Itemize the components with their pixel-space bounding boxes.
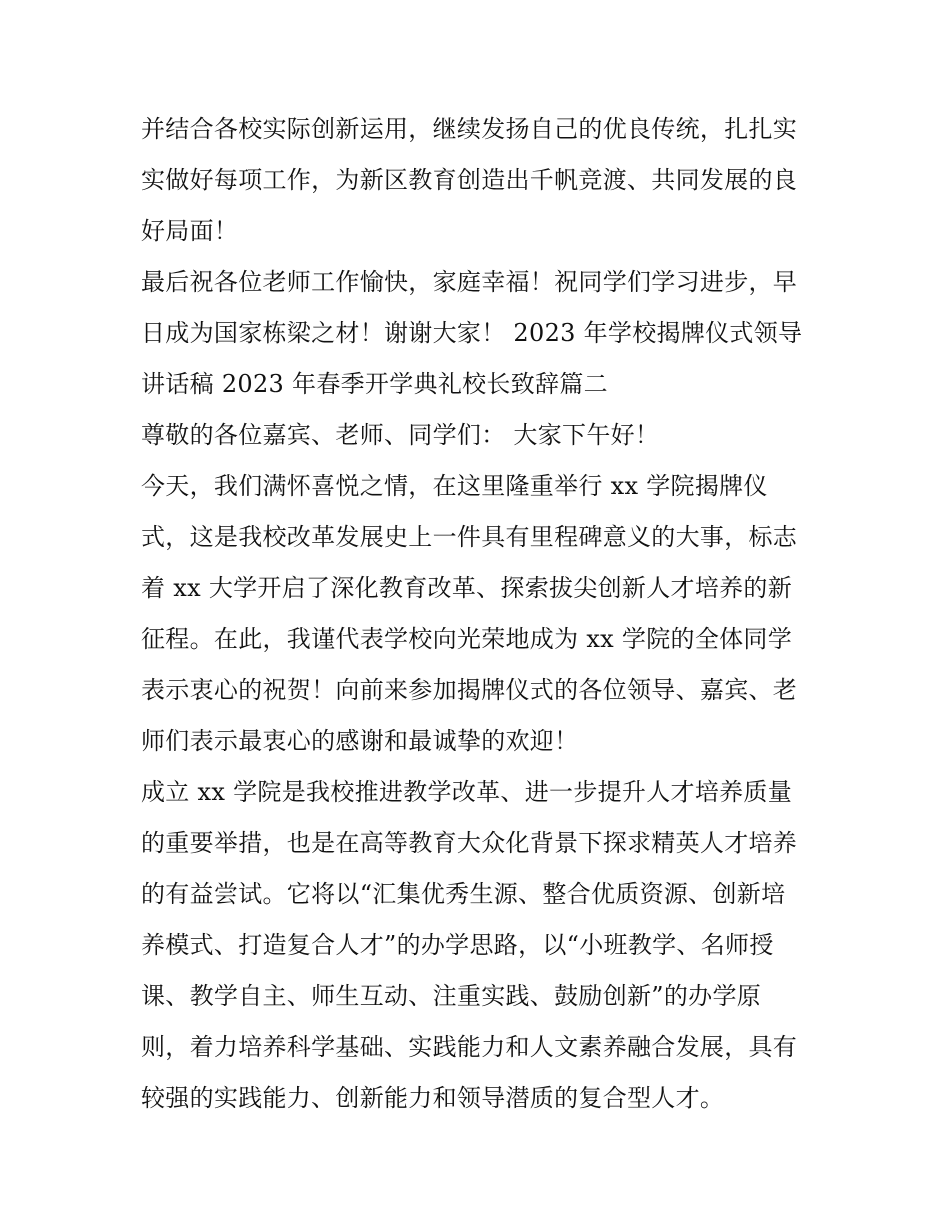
text-line: 式，这是我校改革发展史上一件具有里程碑意义的大事，标志 <box>141 523 798 551</box>
text-line: 养模式、打造复合人才”的办学思路，以“小班教学、名师授 <box>141 931 774 959</box>
text-line: 课、教学自主、师生互动、注重实践、鼓励创新”的办学原 <box>141 982 762 1010</box>
text-line: 则，着力培养科学基础、实践能力和人文素养融合发展，具有 <box>141 1033 798 1061</box>
text-line: 讲话稿 2023 年春季开学典礼校长致辞篇二 <box>141 370 608 398</box>
text-line: 较强的实践能力、创新能力和领导潜质的复合型人才。 <box>141 1084 725 1112</box>
document-body <box>141 104 821 1124</box>
text-line: 好局面！ <box>141 217 239 245</box>
text-line: 着 xx 大学开启了深化教育改革、探索拔尖创新人才培养的新 <box>141 574 793 602</box>
text-line: 表示衷心的祝贺！向前来参加揭牌仪式的各位领导、嘉宾、老 <box>141 676 798 704</box>
text-line: 尊敬的各位嘉宾、老师、同学们： 大家下午好！ <box>141 421 660 449</box>
text-line: 今天，我们满怀喜悦之情，在这里隆重举行 xx 学院揭牌仪 <box>141 472 768 500</box>
text-line: 的重要举措，也是在高等教育大众化背景下探求精英人才培养 <box>141 829 798 857</box>
text-line: 实做好每项工作，为新区教育创造出千帆竞渡、共同发展的良 <box>141 166 798 194</box>
text-line: 征程。在此，我谨代表学校向光荣地成为 xx 学院的全体同学 <box>141 625 793 653</box>
text-line: 并结合各校实际创新运用，继续发扬自己的优良传统，扎扎实 <box>141 115 798 143</box>
text-line: 最后祝各位老师工作愉快，家庭幸福！祝同学们学习进步，早 <box>141 268 798 296</box>
text-line: 的有益尝试。它将以“汇集优秀生源、整合优质资源、创新培 <box>141 880 786 908</box>
text-line: 日成为国家栋梁之材！谢谢大家！ 2023 年学校揭牌仪式领导 <box>141 319 803 347</box>
text-line: 成立 xx 学院是我校推进教学改革、进一步提升人才培养质量 <box>141 778 793 806</box>
text-line: 师们表示最衷心的感谢和最诚挚的欢迎！ <box>141 727 579 755</box>
